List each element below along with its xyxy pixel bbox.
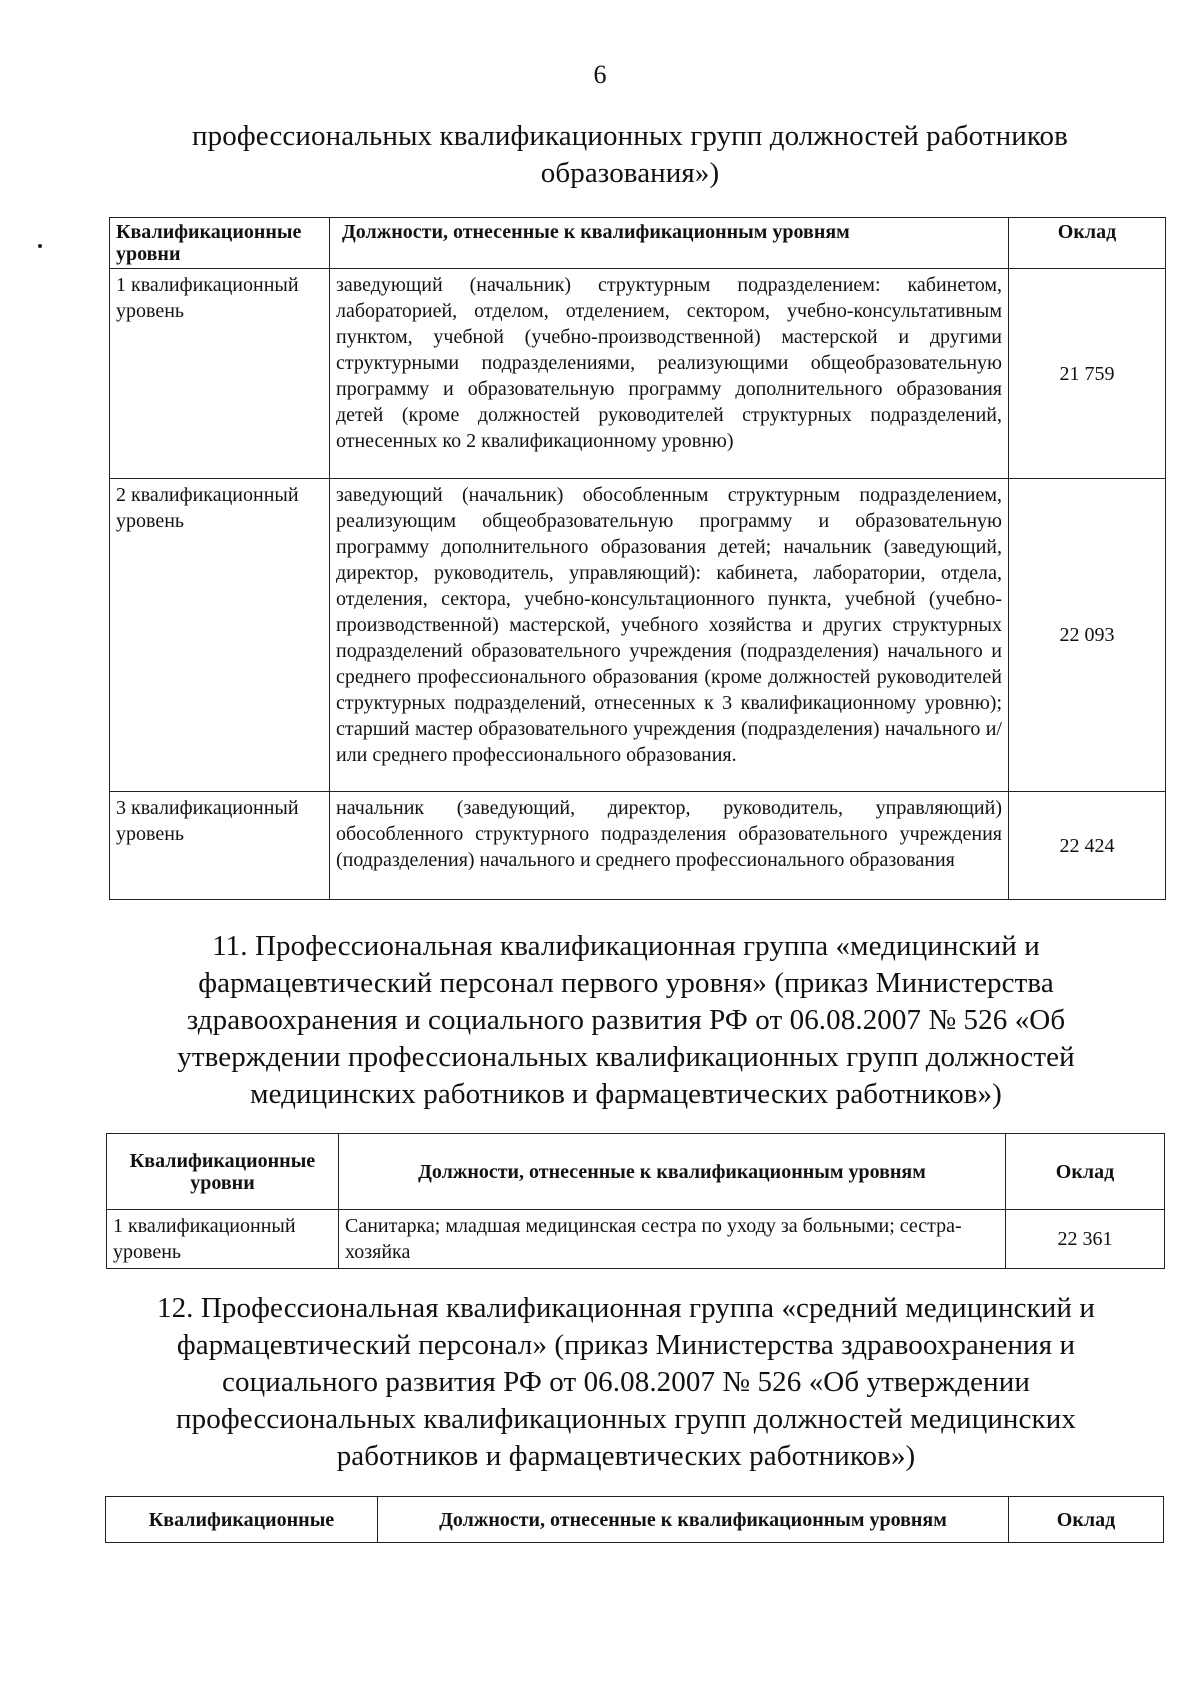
- header-levels: Квалификационные уровни: [107, 1134, 339, 1210]
- header-levels: Квалификационные: [106, 1497, 378, 1543]
- section-11-line: медицинских работников и фармацевтических работников»): [250, 1078, 1002, 1110]
- header-levels: Квалификационные уровни: [110, 218, 330, 269]
- salary-cell: 22 361: [1006, 1210, 1165, 1269]
- header-salary: Оклад: [1009, 1497, 1164, 1543]
- positions-cell: Санитарка; младшая медицинская сестра по уходу за больными; сестра-хозяйка: [339, 1210, 1006, 1269]
- header-positions: Должности, отнесенные к квалификационным уровням: [339, 1134, 1006, 1210]
- section-11-line: 11. Профессиональная квалификационная группа «медицинский и: [212, 930, 1040, 962]
- section-11-line: утверждении профессиональных квалификационных групп должностей: [177, 1041, 1075, 1073]
- positions-cell: заведующий (начальник) обособленным структурным подразделением, реализующим общеобразовательную программу и образовательную программу дополнительного образования детей; начальник (заведующий, директор, руководитель, управляющий): кабинета, лаборатории, отдела, отделения, сектора, учебно-консультационного пункта, учебной (учебно-производственной) мастерской, учебного хозяйства и других структурных подразделений образовательного учреждения (подразделения) начального и среднего профессионального образования (кроме должностей руководителей структурных подразделений, отнесенных к 3 квалификационному уровню); старший мастер образовательного учреждения (подразделения) начального и/ или среднего профессионального образования.: [330, 479, 1009, 792]
- salary-cell: 22 424: [1009, 792, 1166, 900]
- section-12-line: 12. Профессиональная квалификационная группа «средний медицинский и: [156, 1292, 1096, 1324]
- level-cell: 1 квалификационный уровень: [110, 269, 330, 479]
- header-salary: Оклад: [1009, 218, 1166, 269]
- section-12-line: фармацевтический персонал» (приказ Министерства здравоохранения и: [176, 1329, 1076, 1361]
- table-row: [110, 269, 1166, 479]
- section-11-line: здравоохранения и социального развития РФ от 06.08.2007 № 526 «Об: [186, 1004, 1066, 1036]
- scan-mark: [38, 244, 42, 248]
- qualification-table-education: [109, 217, 1166, 900]
- header-positions: Должности, отнесенные к квалификационным уровням: [378, 1497, 1009, 1543]
- level-cell: 3 квалификационный уровень: [110, 792, 330, 900]
- page-number: 6: [593, 60, 607, 89]
- section-12-line: работников и фармацевтических работников»): [336, 1440, 916, 1472]
- section-12-heading: [0, 1290, 1200, 1475]
- level-cell: 2 квалификационный уровень: [110, 479, 330, 792]
- table-header-row: [106, 1497, 1164, 1543]
- header-salary: Оклад: [1006, 1134, 1165, 1210]
- table-row: [107, 1210, 1165, 1269]
- header-positions: Должности, отнесенные к квалификационным уровням: [330, 218, 1009, 269]
- table-header-row: [107, 1134, 1165, 1210]
- level-cell: 1 квалификационный уровень: [107, 1210, 339, 1269]
- section-11-line: фармацевтический персонал первого уровня» (приказ Министерства: [198, 967, 1054, 999]
- positions-cell: начальник (заведующий, директор, руководитель, управляющий) обособленного структурного подразделения образовательного учреждения (подразделения) начального и среднего профессионального образования: [330, 792, 1009, 900]
- table-header-row: [110, 218, 1166, 269]
- salary-cell: 22 093: [1009, 479, 1166, 792]
- qualification-table-medical-level1: [106, 1133, 1165, 1269]
- intro-line: профессиональных квалификационных групп должностей работников: [192, 120, 1068, 152]
- intro-line: образования»): [540, 157, 720, 189]
- section-12-line: профессиональных квалификационных групп должностей медицинских: [176, 1403, 1076, 1435]
- table-row: [110, 479, 1166, 792]
- positions-cell: заведующий (начальник) структурным подразделением: кабинетом, лабораторией, отделом, отделением, сектором, учебно-консультативным пунктом, учебной (учебно-производственной) мастерской и другими структурными подразделениями, реализующими общеобразовательную программу и образовательную программу дополнительного образования детей (кроме должностей руководителей структурных подразделений, отнесенных ко 2 квалификационному уровню): [330, 269, 1009, 479]
- intro-heading: [0, 118, 1200, 192]
- section-12-line: социального развития РФ от 06.08.2007 № 526 «Об утверждении: [222, 1366, 1030, 1398]
- salary-cell: 21 759: [1009, 269, 1166, 479]
- section-11-heading: [0, 928, 1200, 1113]
- qualification-table-medical-mid: [105, 1496, 1164, 1543]
- table-row: [110, 792, 1166, 900]
